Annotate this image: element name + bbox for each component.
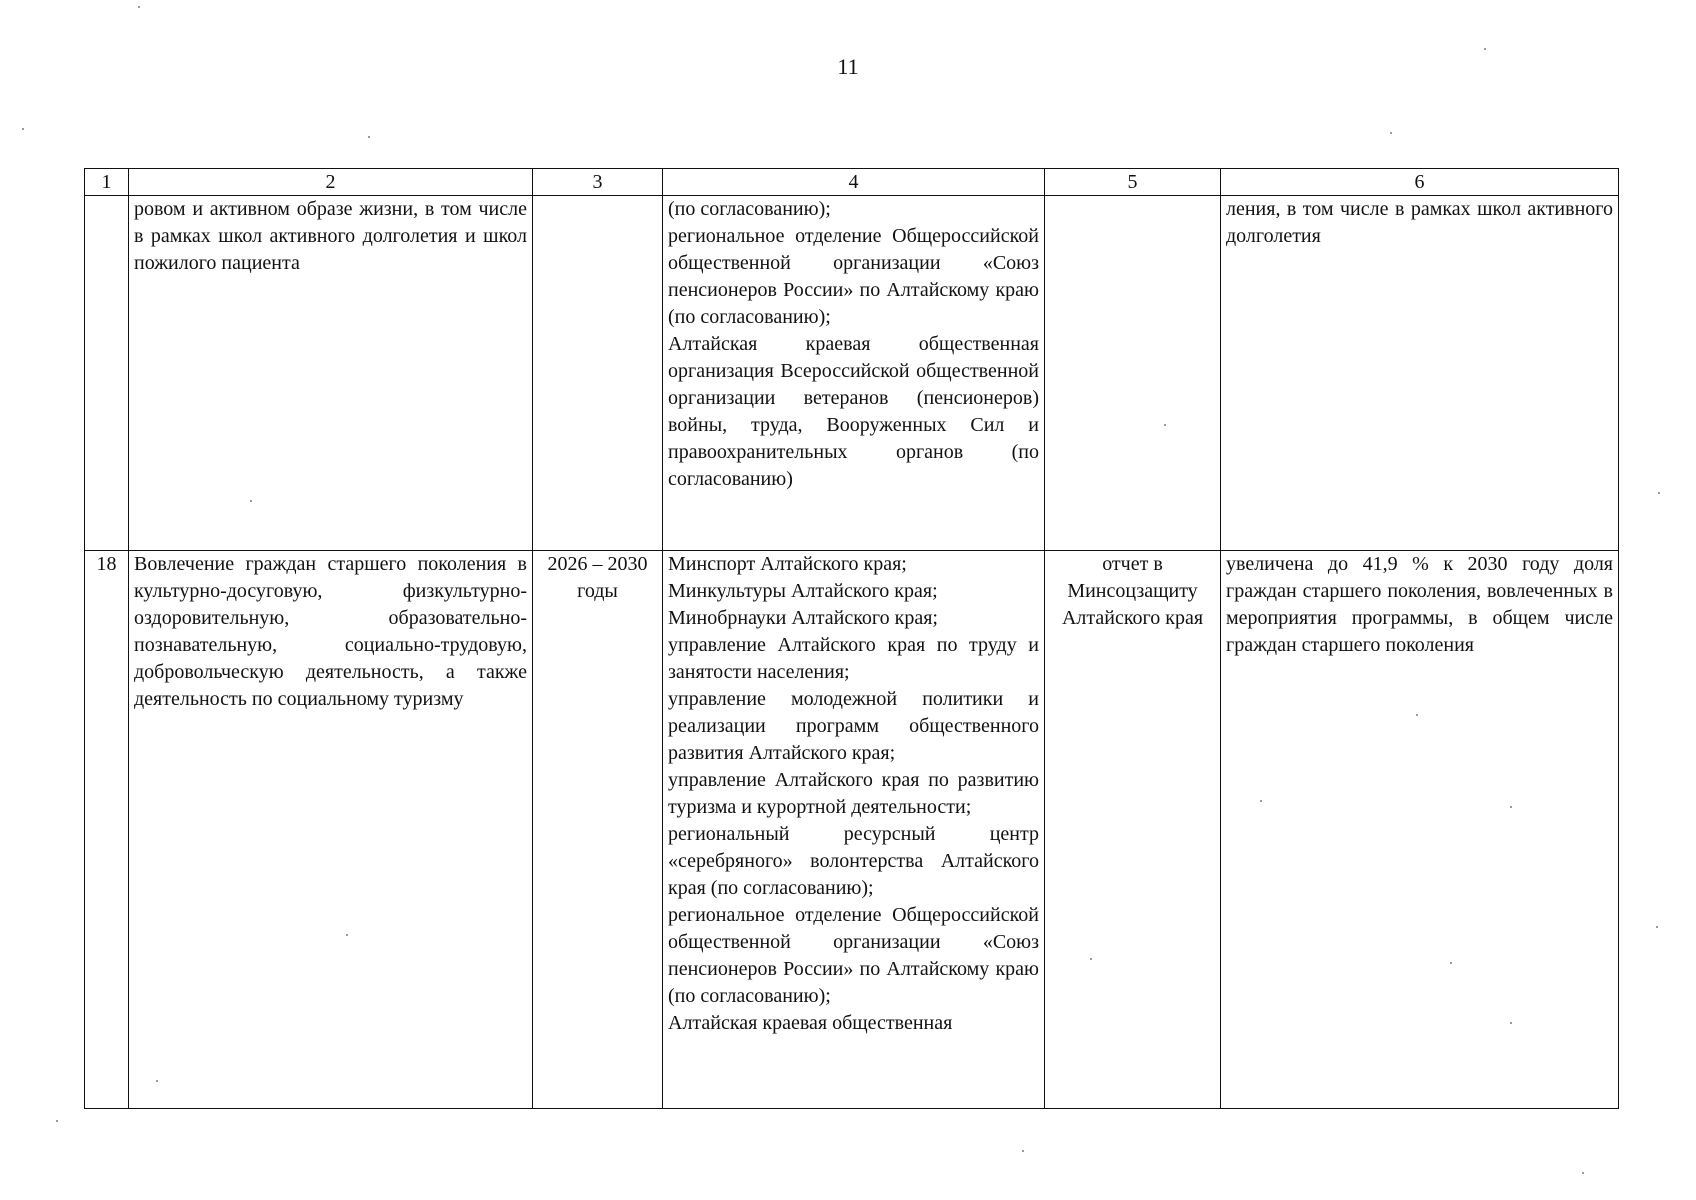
scan-speck (1510, 806, 1512, 808)
scan-speck (1658, 492, 1660, 494)
table-row (85, 551, 1619, 1109)
table-header-row (85, 169, 1619, 196)
column-number-header: 5 (1045, 169, 1221, 196)
scan-speck (1090, 958, 1092, 960)
scan-speck (368, 136, 370, 138)
measure-name-cell: ровом и активном образе жизни, в том числе в рамках школ активного долголетия и школ пожилого пациента (129, 196, 533, 551)
column-number-header: 6 (1221, 169, 1619, 196)
expected-result-cell: ления, в том числе в рамках школ активного долголетия (1221, 196, 1619, 551)
report-form-cell: отчет в Минсоцзащиту Алтайского края (1045, 551, 1221, 1109)
scan-speck (1582, 1172, 1584, 1174)
scan-speck (56, 1120, 58, 1122)
period-cell: 2026 – 2030 годы (533, 551, 663, 1109)
scan-speck (156, 1080, 158, 1082)
expected-result-cell: увеличена до 41,9 % к 2030 году доля граждан старшего поколения, вовлеченных в мероприятия программы, в общем числе граждан старшего поколения (1221, 551, 1619, 1109)
scan-speck (1390, 132, 1392, 134)
scan-speck (1260, 800, 1262, 802)
measure-name-cell: Вовлечение граждан старшего поколения в культурно-досуговую, физкультурно-оздоровительную, образовательно-познавательную, социально-трудовую, добровольческую деятельность, а также деятельность по социальному туризму (129, 551, 533, 1109)
scan-speck (22, 128, 24, 130)
column-number-header: 2 (129, 169, 533, 196)
scan-speck (1484, 48, 1486, 50)
scan-speck (346, 934, 348, 936)
scan-speck (1656, 926, 1658, 928)
column-number-header: 3 (533, 169, 663, 196)
row-number-cell (85, 196, 129, 551)
report-form-cell (1045, 196, 1221, 551)
program-measures-table (84, 168, 1619, 1109)
scan-speck (1510, 1022, 1512, 1024)
executors-cell: Минспорт Алтайского края; Минкультуры Алтайского края; Минобрнауки Алтайского края; управление Алтайского края по труду и занятости населения; управление молодежной политики и реализации программ общественного развития Алтайского края; управление Алтайского края по развитию туризма и курортной деятельности; региональный ресурсный центр «серебряного» волонтерства Алтайского края (по согласованию); региональное отделение Общероссийской общественной организации «Союз пенсионеров России» по Алтайскому краю (по согласованию); Алтайская краевая общественная (663, 551, 1045, 1109)
scan-speck (1164, 424, 1166, 426)
executors-cell: (по согласованию); региональное отделение Общероссийской общественной организации «Союз пенсионеров России» по Алтайскому краю (по согласованию); Алтайская краевая общественная организация Всероссийской общественной организации ветеранов (пенсионеров) войны, труда, Вооруженных Сил и правоохранительных органов (по согласованию) (663, 196, 1045, 551)
page-number: 11 (837, 54, 859, 79)
scan-speck (1022, 1150, 1024, 1152)
column-number-header: 4 (663, 169, 1045, 196)
scan-speck (250, 500, 252, 502)
scan-speck (1450, 962, 1452, 964)
row-number-cell: 18 (85, 551, 129, 1109)
column-number-header: 1 (85, 169, 129, 196)
period-cell (533, 196, 663, 551)
scan-speck (1416, 714, 1418, 716)
scan-speck (138, 6, 140, 8)
table-row (85, 196, 1619, 551)
